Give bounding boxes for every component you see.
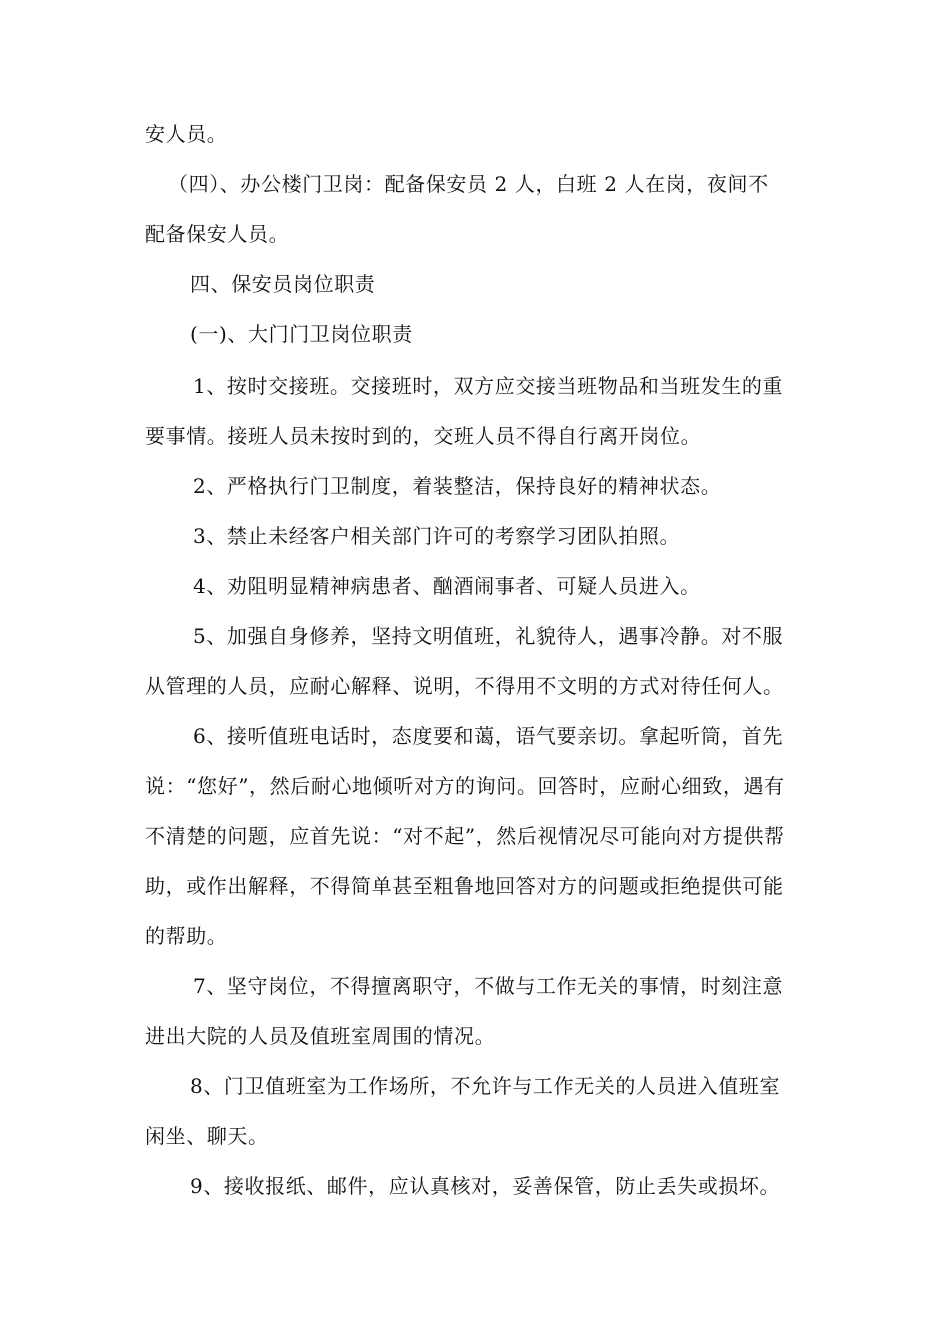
- text-line: 2、严格执行门卫制度，着装整洁，保持良好的精神状态。: [193, 474, 722, 498]
- text-line: （四）、办公楼门卫岗：配备保安员 2 人，白班 2 人在岗，夜间不: [168, 172, 769, 196]
- text-line: 8、门卫值班室为工作场所，不允许与工作无关的人员进入值班室: [190, 1074, 781, 1098]
- text-line: 说：“您好”，然后耐心地倾听对方的询问。回答时，应耐心细致，遇有: [145, 774, 785, 798]
- text-line: 7、坚守岗位，不得擅离职守，不做与工作无关的事情，时刻注意: [193, 974, 784, 998]
- text-line: 进出大院的人员及值班室周围的情况。: [145, 1024, 496, 1048]
- text-line: 1、按时交接班。交接班时，双方应交接当班物品和当班发生的重: [193, 374, 784, 398]
- text-line: 3、禁止未经客户相关部门许可的考察学习团队拍照。: [193, 524, 681, 548]
- section-heading: 四、保安员岗位职责: [190, 272, 376, 296]
- text-line: 不清楚的问题，应首先说：“对不起”，然后视情况尽可能向对方提供帮: [145, 824, 785, 848]
- text-line: 配备保安人员。: [145, 222, 290, 246]
- text-line: 安人员。: [145, 122, 228, 146]
- text-line: 6、接听值班电话时，态度要和蔼，语气要亲切。拿起听筒，首先: [193, 724, 784, 748]
- text-line: 要事情。接班人员未按时到的，交班人员不得自行离开岗位。: [145, 424, 702, 448]
- text-line: 从管理的人员，应耐心解释、说明，不得用不文明的方式对待任何人。: [145, 674, 784, 698]
- text-line: 5、加强自身修养，坚持文明值班，礼貌待人，遇事冷静。对不服: [193, 624, 784, 648]
- text-line: 的帮助。: [145, 924, 228, 948]
- text-line: 闲坐、聊天。: [145, 1124, 269, 1148]
- text-line: 4、劝阻明显精神病患者、酗酒闹事者、可疑人员进入。: [193, 574, 701, 598]
- text-line: 助，或作出解释，不得简单甚至粗鲁地回答对方的问题或拒绝提供可能: [145, 874, 784, 898]
- text-line: 9、接收报纸、邮件，应认真核对，妥善保管，防止丢失或损坏。: [190, 1174, 781, 1198]
- subsection-heading: (一)、大门门卫岗位职责: [190, 322, 413, 346]
